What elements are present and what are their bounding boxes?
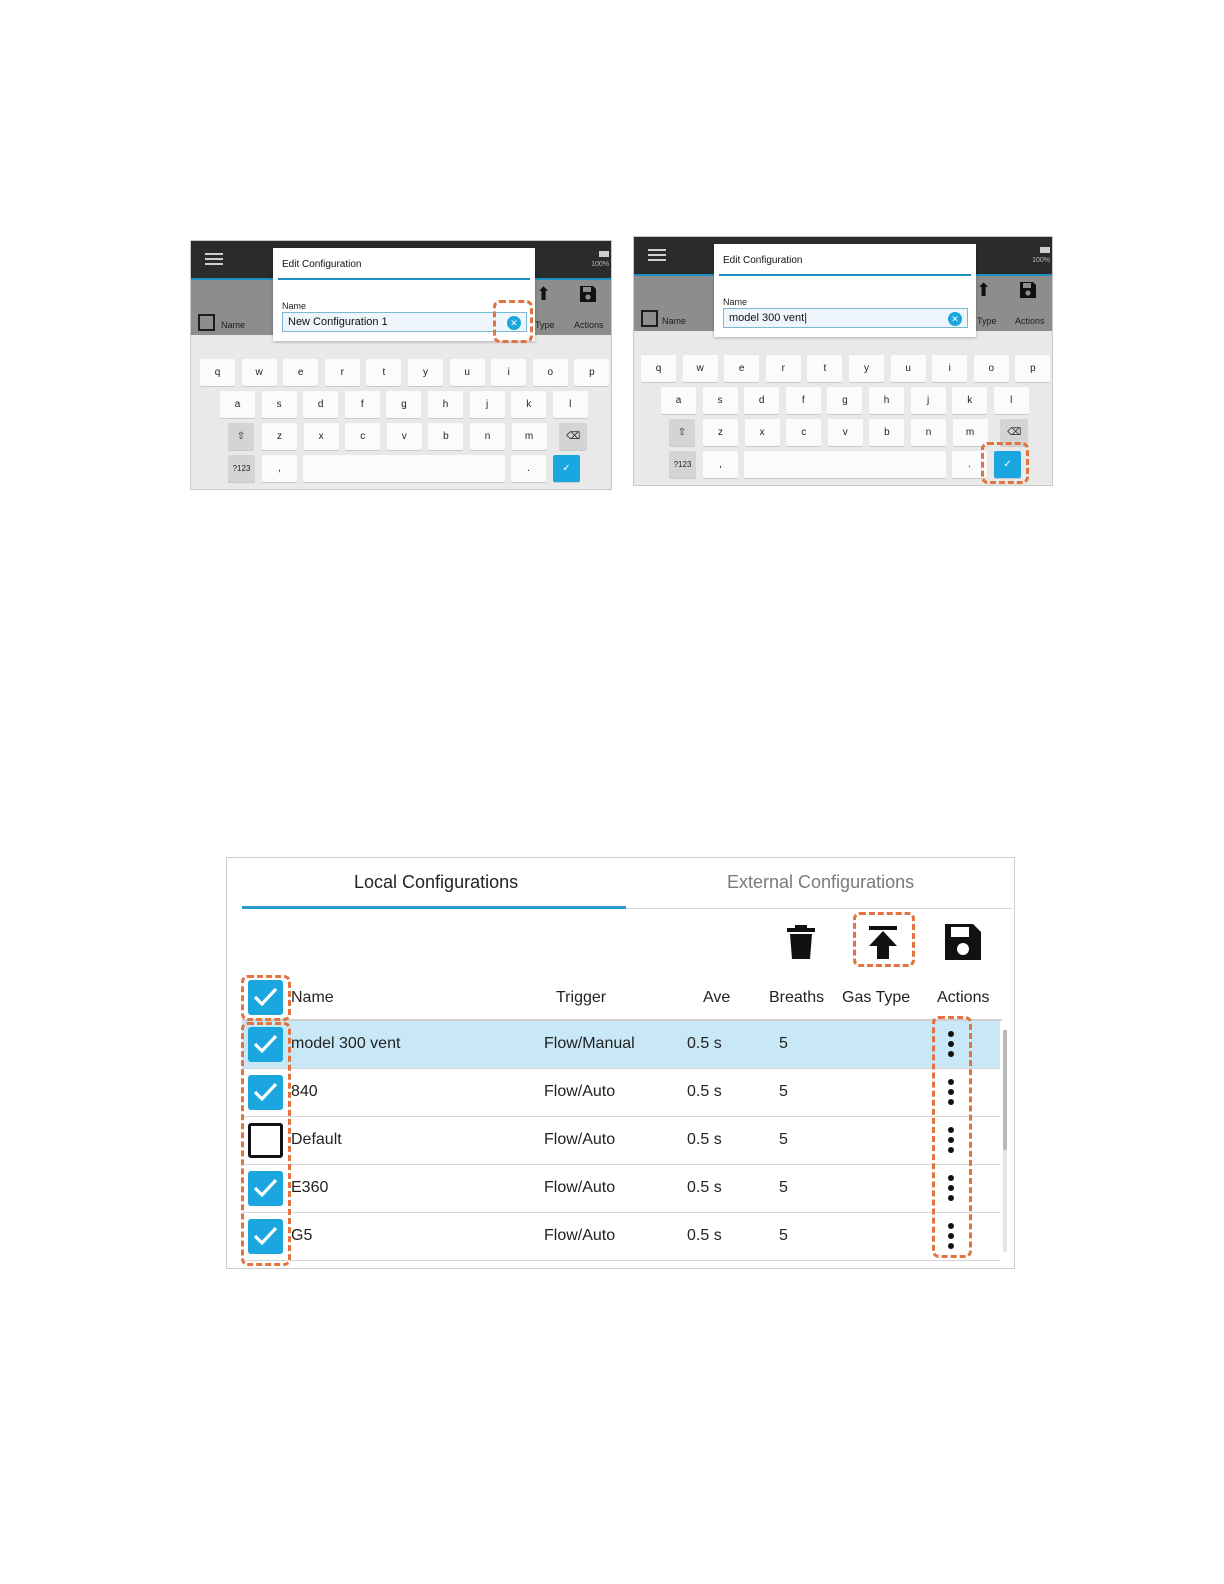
cell-ave: 0.5 s [687, 1179, 722, 1196]
name-field-label: Name [282, 301, 307, 311]
cell-breaths: 5 [779, 1131, 788, 1148]
keyboard-row-1 [191, 359, 611, 386]
dialog-divider [278, 278, 530, 280]
hamburger-menu-icon[interactable] [648, 249, 666, 261]
key-h[interactable]: h [869, 387, 904, 414]
name-input[interactable] [723, 308, 968, 328]
column-header-actions: Actions [937, 989, 990, 1006]
backspace-key-icon[interactable]: ⌫ [559, 423, 587, 450]
name-column-label: Name [662, 316, 687, 326]
cell-trigger: Flow/Auto [544, 1179, 616, 1196]
battery-icon [1040, 247, 1050, 253]
key-j[interactable]: j [470, 391, 505, 418]
key-q[interactable]: q [641, 355, 676, 382]
table-row[interactable] [242, 1213, 1000, 1261]
key-s[interactable]: s [262, 391, 297, 418]
name-input-value: model 300 vent| [729, 312, 808, 324]
key-m[interactable]: m [512, 423, 547, 450]
comma-key[interactable]: , [703, 451, 738, 478]
key-n[interactable]: n [911, 419, 946, 446]
key-y[interactable]: y [849, 355, 884, 382]
numbers-key[interactable]: ?123 [669, 451, 696, 478]
key-a[interactable]: a [661, 387, 696, 414]
dialog-title: Edit Configuration [723, 255, 803, 266]
keyboard-row-2 [634, 387, 1052, 414]
cell-name: model 300 vent [291, 1035, 401, 1052]
select-all-checkbox[interactable] [641, 310, 658, 327]
active-tab-indicator [242, 906, 626, 909]
key-g[interactable]: g [386, 391, 421, 418]
highlight-select-all [241, 975, 291, 1021]
type-column-label: Type [535, 320, 555, 330]
cell-breaths: 5 [779, 1035, 788, 1052]
numbers-key[interactable]: ?123 [228, 455, 255, 482]
key-j[interactable]: j [911, 387, 946, 414]
key-f[interactable]: f [786, 387, 821, 414]
comma-key[interactable]: , [262, 455, 297, 482]
key-t[interactable]: t [366, 359, 401, 386]
battery-icon [599, 251, 609, 257]
cell-trigger: Flow/Auto [544, 1227, 616, 1244]
space-key[interactable] [744, 451, 946, 478]
name-field-label: Name [723, 297, 748, 307]
key-v[interactable]: v [387, 423, 422, 450]
key-e[interactable]: e [724, 355, 759, 382]
scrollbar[interactable] [1003, 1030, 1007, 1252]
cell-ave: 0.5 s [687, 1131, 722, 1148]
column-header-name[interactable]: Name [291, 989, 334, 1006]
key-d[interactable]: d [303, 391, 338, 418]
table-row[interactable] [242, 1165, 1000, 1213]
key-x[interactable]: x [304, 423, 339, 450]
period-key[interactable]: . [511, 455, 546, 482]
key-o[interactable]: o [533, 359, 568, 386]
key-i[interactable]: i [932, 355, 967, 382]
column-header-breaths[interactable]: Breaths [769, 989, 825, 1006]
column-header-gas-type[interactable]: Gas Type [842, 989, 911, 1006]
key-c[interactable]: c [786, 419, 821, 446]
scrollbar-thumb[interactable] [1003, 1030, 1007, 1150]
key-p[interactable]: p [1015, 355, 1050, 382]
cell-breaths: 5 [779, 1227, 788, 1244]
key-z[interactable]: z [262, 423, 297, 450]
cell-trigger: Flow/Auto [544, 1083, 616, 1100]
upload-icon[interactable]: ⬆ [976, 280, 992, 300]
key-k[interactable]: k [511, 391, 546, 418]
key-b[interactable]: b [869, 419, 904, 446]
key-y[interactable]: y [408, 359, 443, 386]
enter-key[interactable]: ✓ [553, 455, 580, 482]
key-r[interactable]: r [325, 359, 360, 386]
trash-icon[interactable] [783, 922, 823, 962]
table-row[interactable] [242, 1021, 1000, 1069]
select-all-checkbox[interactable] [198, 314, 215, 331]
save-icon[interactable] [943, 922, 983, 962]
key-w[interactable]: w [242, 359, 277, 386]
highlight-row-checkboxes [241, 1022, 291, 1266]
key-g[interactable]: g [827, 387, 862, 414]
actions-column-label: Actions [1015, 316, 1045, 326]
key-u[interactable]: u [891, 355, 926, 382]
key-f[interactable]: f [345, 391, 380, 418]
key-a[interactable]: a [220, 391, 255, 418]
cell-name: E360 [291, 1179, 329, 1196]
key-b[interactable]: b [428, 423, 463, 450]
keyboard-row-2 [191, 391, 611, 418]
clear-text-icon[interactable]: ✕ [948, 312, 962, 326]
key-c[interactable]: c [345, 423, 380, 450]
column-header-trigger[interactable]: Trigger [556, 989, 607, 1006]
key-p[interactable]: p [574, 359, 609, 386]
key-d[interactable]: d [744, 387, 779, 414]
actions-column-label: Actions [574, 320, 604, 330]
key-v[interactable]: v [828, 419, 863, 446]
upload-icon[interactable]: ⬆ [536, 284, 552, 304]
key-l[interactable]: l [994, 387, 1029, 414]
keyboard-row-4 [191, 455, 611, 482]
cell-ave: 0.5 s [687, 1227, 722, 1244]
key-l[interactable]: l [553, 391, 588, 418]
cell-name: Default [291, 1131, 342, 1148]
hamburger-menu-icon[interactable] [205, 253, 223, 265]
enter-key[interactable]: ✓ [994, 451, 1021, 478]
highlight-actions-menus [932, 1016, 972, 1258]
keyboard-row-3 [191, 423, 611, 450]
key-i[interactable]: i [491, 359, 526, 386]
clear-text-icon[interactable]: ✕ [507, 316, 521, 330]
dialog-divider [719, 274, 971, 276]
key-u[interactable]: u [450, 359, 485, 386]
highlight-enter-key [981, 442, 1029, 484]
column-header-ave[interactable]: Ave [703, 989, 731, 1006]
shift-key-icon[interactable]: ⇧ [228, 423, 254, 450]
name-input[interactable] [282, 312, 527, 332]
save-icon[interactable] [578, 284, 598, 309]
cell-ave: 0.5 s [687, 1035, 722, 1052]
backspace-key-icon[interactable]: ⌫ [1000, 419, 1028, 446]
cell-breaths: 5 [779, 1179, 788, 1196]
key-o[interactable]: o [974, 355, 1009, 382]
key-t[interactable]: t [807, 355, 842, 382]
shift-key-icon[interactable]: ⇧ [669, 419, 695, 446]
cell-name: G5 [291, 1227, 313, 1244]
highlight-export-button [853, 912, 915, 967]
key-m[interactable]: m [953, 419, 988, 446]
highlight-clear-button [493, 300, 533, 343]
name-column-label: Name [221, 320, 246, 330]
cell-trigger: Flow/Manual [544, 1035, 635, 1052]
cell-ave: 0.5 s [687, 1083, 722, 1100]
tab-external-configurations[interactable]: External Configurations [727, 872, 915, 892]
key-h[interactable]: h [428, 391, 463, 418]
tab-local-configurations[interactable]: Local Configurations [354, 872, 519, 892]
edit-config-screenshot-1 [190, 240, 612, 490]
key-w[interactable]: w [683, 355, 718, 382]
cell-name: 840 [291, 1083, 318, 1100]
key-k[interactable]: k [952, 387, 987, 414]
key-r[interactable]: r [766, 355, 801, 382]
type-column-label: Type [977, 316, 997, 326]
key-e[interactable]: e [283, 359, 318, 386]
battery-percent: 100% [1032, 257, 1050, 264]
keyboard-row-1 [634, 355, 1052, 382]
table-row[interactable] [242, 1069, 1000, 1117]
key-n[interactable]: n [470, 423, 505, 450]
cell-trigger: Flow/Auto [544, 1131, 616, 1148]
name-input-value: New Configuration 1 [288, 316, 388, 328]
table-row[interactable] [242, 1117, 1000, 1165]
key-q[interactable]: q [200, 359, 235, 386]
key-z[interactable]: z [703, 419, 738, 446]
save-icon[interactable] [1018, 280, 1038, 305]
battery-percent: 100% [591, 261, 609, 268]
key-s[interactable]: s [703, 387, 738, 414]
edit-configuration-dialog [714, 244, 976, 337]
period-key[interactable]: . [952, 451, 987, 478]
dialog-title: Edit Configuration [282, 259, 362, 270]
space-key[interactable] [303, 455, 505, 482]
key-x[interactable]: x [745, 419, 780, 446]
cell-breaths: 5 [779, 1083, 788, 1100]
